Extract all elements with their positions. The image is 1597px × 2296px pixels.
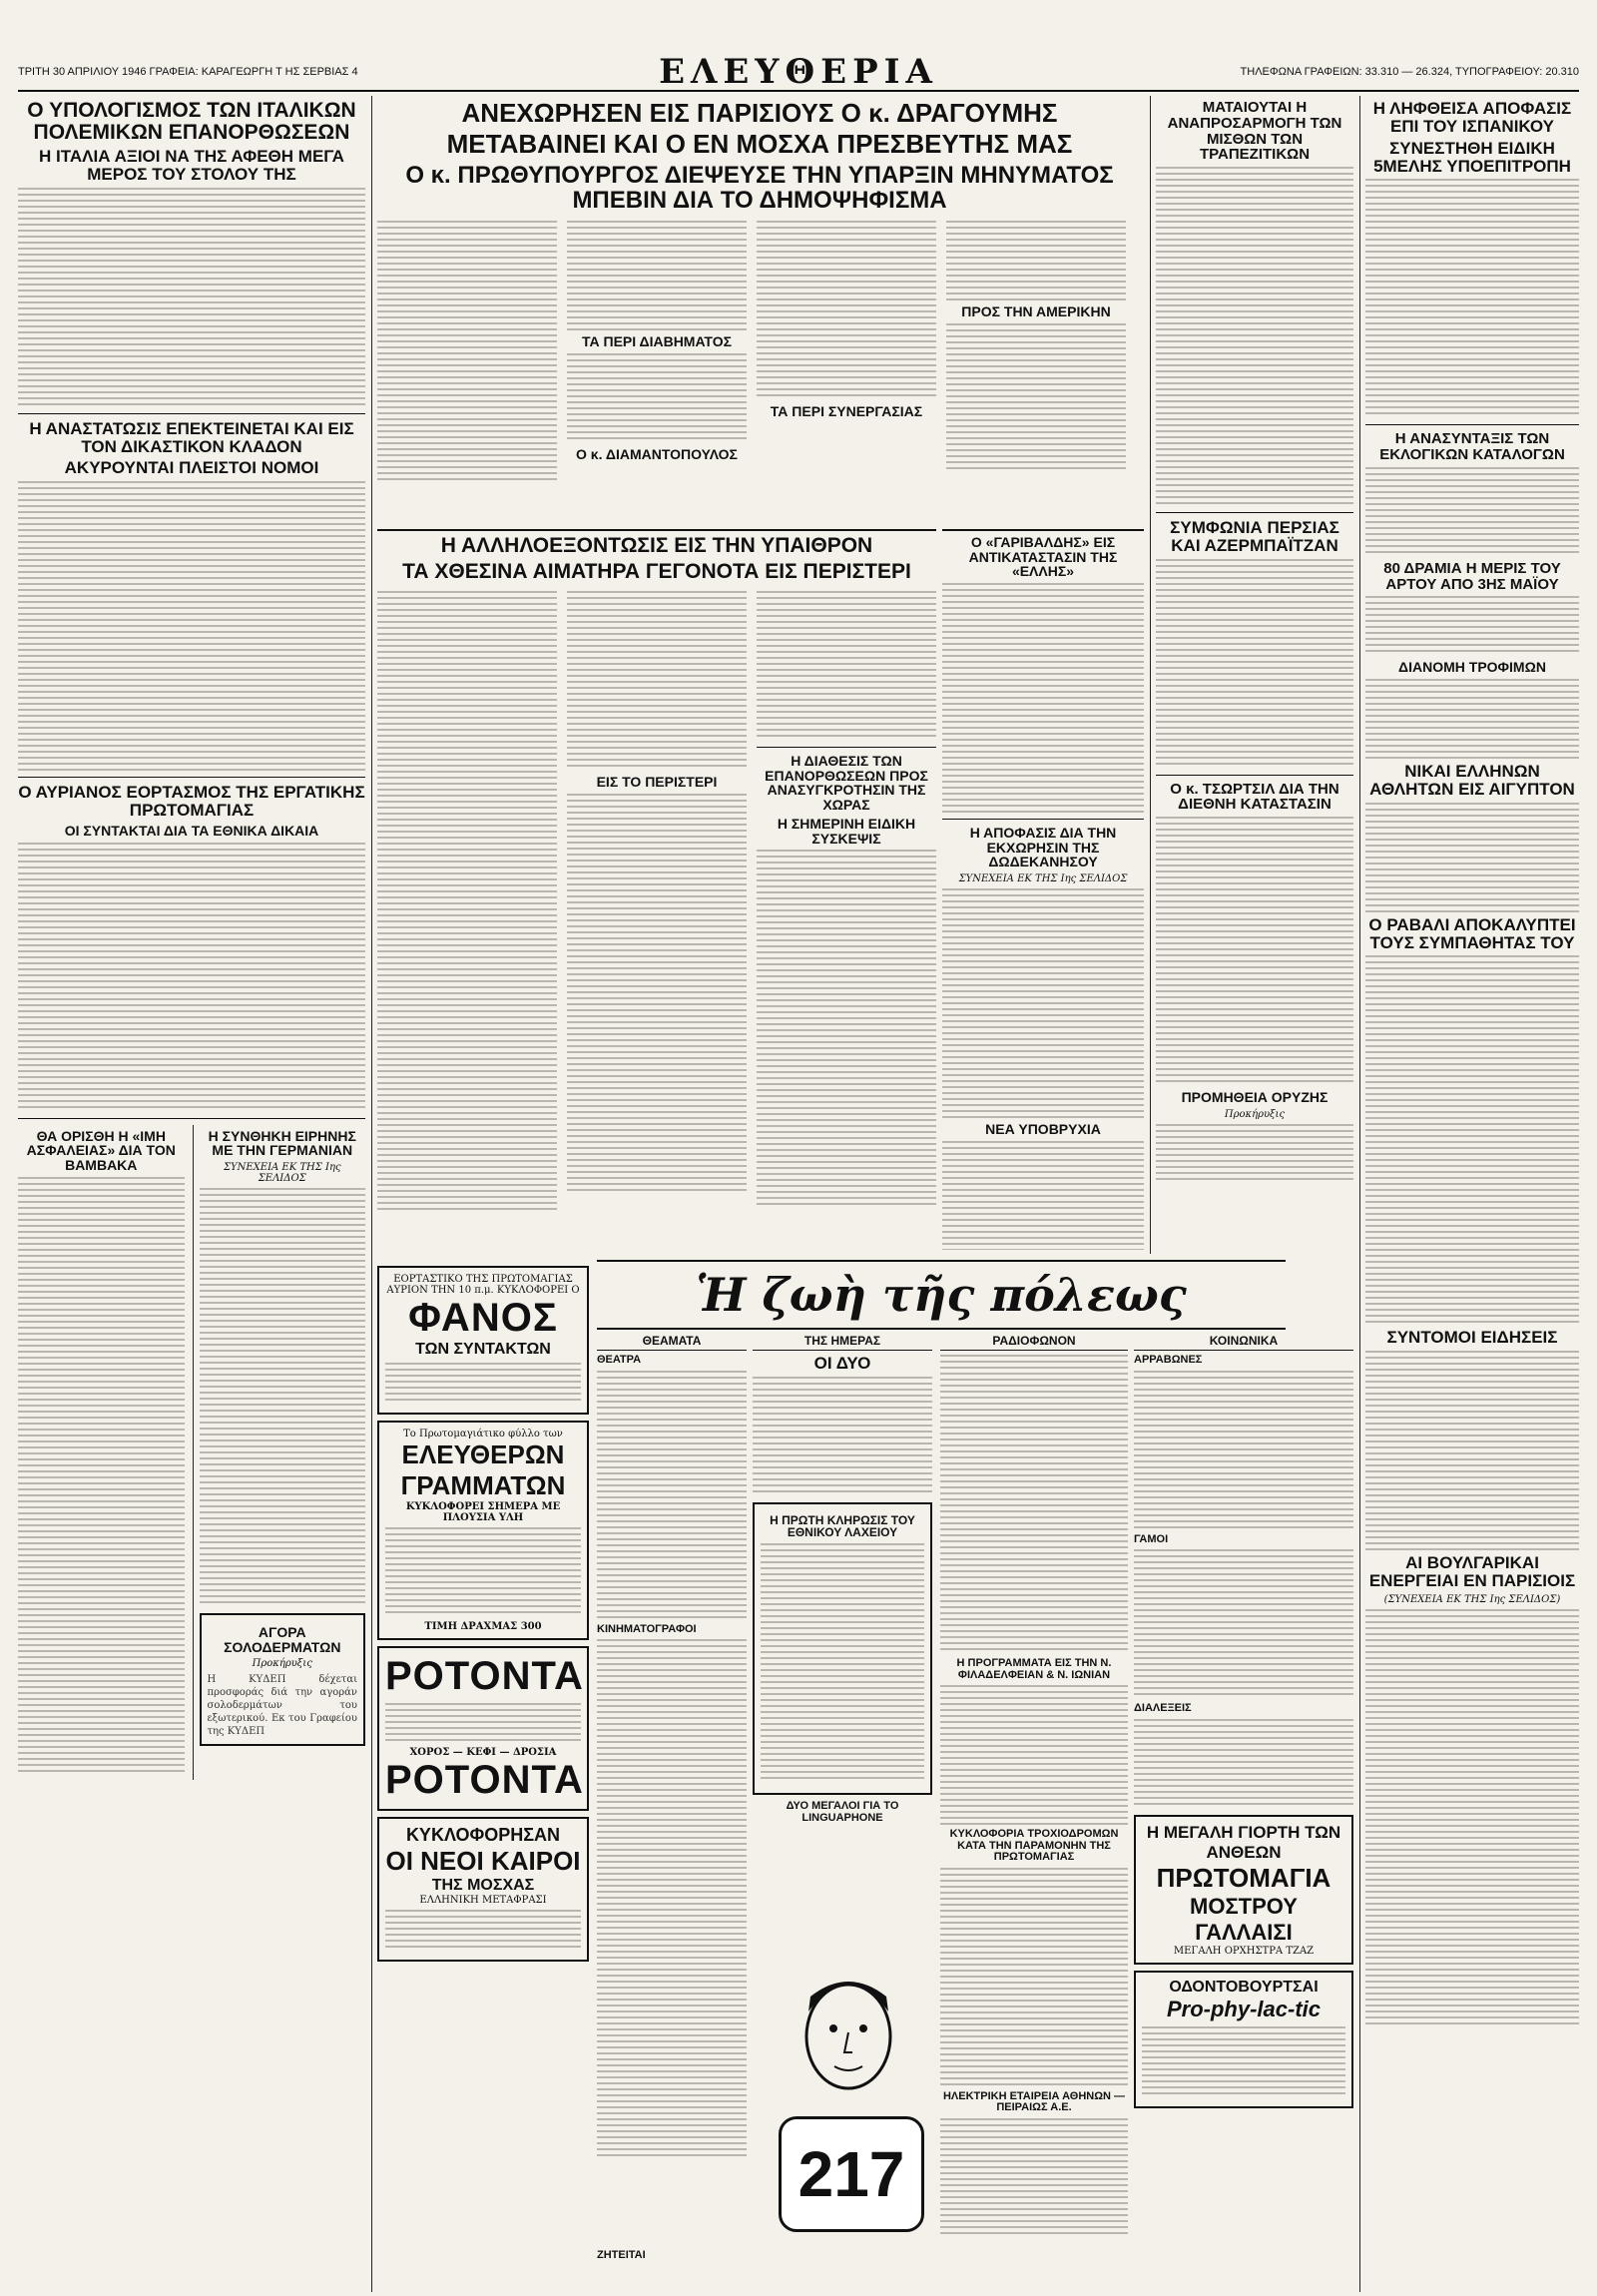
subhead-demarche: ΤΑ ΠΕΡΙ ΔΙΑΒΗΜΑΤΟΣ: [581, 332, 733, 349]
lottery-numbers: [761, 1543, 924, 1783]
electric-head: ΗΛΕΚΤΡΙΚΗ ΕΤΑΙΡΕΙΑ ΑΘΗΝΩΝ — ΠΕΙΡΑΙΩΣ Α.Ε.: [942, 2089, 1126, 2114]
subhead-cooperation: ΤΑ ΠΕΡΙ ΣΥΝΕΡΓΑΣΙΑΣ: [770, 402, 923, 419]
divider: [1156, 512, 1353, 513]
lead-story: [377, 96, 1142, 525]
notice-sub: Προκήρυξις: [1224, 1108, 1286, 1120]
mid-columns: [377, 587, 936, 1214]
article-text: [942, 1141, 1144, 1250]
fanos-ad: [377, 1266, 589, 1415]
headline-cotton: ΘΑ ΟΡΙΣΘΗ Η «ΙΜΗ ΑΣΦΑΛΕΙΑΣ» ΔΙΑ ΤΟΝ ΒΑΜΒΑΚΑ: [26, 1127, 176, 1174]
article-text: [946, 221, 1126, 300]
headline-electoral: Η ΑΝΑΣΥΝΤΑΞΙΣ ΤΩΝ ΕΚΛΟΓΙΚΩΝ ΚΑΤΑΛΟΓΩΝ: [1379, 430, 1565, 464]
lincua-head: ΔΥΟ ΜΕΓΑΛΟΙ ΓΙΑ ΤΟ LINGUAPHONE: [786, 1800, 899, 1824]
headline-may-day: Ο ΑΥΡΙΑΝΟΣ ΕΟΡΤΑΣΜΟΣ ΤΗΣ ΕΡΓΑΤΙΚΗΣ ΠΡΩΤΟΜΑΓΙΑΣ: [18, 783, 365, 821]
article-text: [946, 323, 1126, 473]
headline-food: ΔΙΑΝΟΜΗ ΤΡΟΦΙΜΩΝ: [1398, 659, 1546, 676]
article-text: [1365, 179, 1579, 418]
free-letters-title: ΕΛΕΥΘΕΡΩΝ ΓΡΑΜΜΑΤΩΝ: [400, 1439, 566, 1500]
theatre-column: [597, 1334, 747, 2282]
column-divider: [1359, 96, 1360, 2292]
cinema-sub: ΚΙΝΗΜΑΤΟΓΡΑΦΟΙ: [597, 1622, 697, 1635]
lead-headline-3: Ο κ. ΠΡΩΘΥΠΟΥΡΓΟΣ ΔΙΕΨΕΥΣΕ ΤΗΝ ΥΠΑΡΞΙΝ ΜΗΝΥΜΑΤΟΣ ΜΠΕΒΙΝ ΔΙΑ ΤΟ ΔΗΜΟΨΗΦΙΣΜΑ: [405, 161, 1114, 214]
headline-reparations: Η ΔΙΑΘΕΣΙΣ ΤΩΝ ΕΠΑΝΟΡΘΩΣΕΩΝ ΠΡΟΣ ΑΝΑΣΥΓΚΡΟΤΗΣΙΝ ΤΗΣ ΧΩΡΑΣ: [765, 753, 928, 814]
toothbrush-ad: [1134, 1971, 1353, 2108]
headline-bulgarian: ΑΙ ΒΟΥΛΓΑΡΙΚΑΙ ΕΝΕΡΓΕΙΑΙ ΕΝ ΠΑΡΙΣΙΟΙΣ: [1368, 1553, 1576, 1591]
countryside-violence: [377, 529, 936, 1250]
headline-dodecanese: Η ΑΠΟΦΑΣΙΣ ΔΙΑ ΤΗΝ ΕΚΧΩΡΗΣΙΝ ΤΗΣ ΔΩΔΕΚΑΝΗΣΟΥ: [969, 825, 1117, 870]
article-text: [18, 481, 365, 771]
article-text: [1156, 817, 1353, 1086]
article-text: [757, 221, 936, 400]
article-text: [567, 353, 747, 443]
lottery-box: [753, 1502, 932, 1795]
article-text: [1365, 679, 1579, 759]
poem-text: [753, 1377, 932, 1496]
mid-col-2: [567, 587, 747, 1214]
ad-text: [385, 1527, 581, 1617]
rotonta-title-2: ΡΟΤΟΝΤΑ: [385, 1758, 584, 1802]
mid-col-3: [757, 587, 936, 1214]
tram-text: [940, 1868, 1128, 2087]
continued-note: (ΣΥΝΕΧΕΙΑ ΕΚ ΤΗΣ Ιης ΣΕΛΙΔΟΣ): [1383, 1593, 1561, 1605]
program-head: Η ΠΡΟΓΡΑΜΜΑΤΑ ΕΙΣ ΤΗΝ Ν. ΦΙΛΑΔΕΛΦΕΙΑΝ & Ν. ΙΩΝΙΑΝ: [956, 1657, 1112, 1681]
radio-head: ΡΑΔΙΟΦΩΝΟΝ: [940, 1334, 1128, 1351]
social-column: [1134, 1334, 1353, 2282]
lead-columns: [377, 217, 1142, 484]
day-title: ΟΙ ΔΥΟ: [813, 1354, 871, 1373]
headline-churchill: Ο κ. ΤΣΩΡΤΣΙΛ ΔΙΑ ΤΗΝ ΔΙΕΘΝΗ ΚΑΤΑΣΤΑΣΙΝ: [1170, 780, 1339, 814]
continued-note: ΣΥΝΕΧΕΙΑ ΕΚ ΤΗΣ Ιης ΣΕΛΙΔΟΣ: [223, 1162, 341, 1185]
listing-text: [597, 1371, 747, 1620]
headline-national-rights: ΟΙ ΣΥΝΤΑΚΤΑΙ ΔΙΑ ΤΑ ΕΘΝΙΚΑ ΔΙΚΑΙΑ: [64, 823, 319, 839]
new-times-title: ΟΙ ΝΕΟΙ ΚΑΙΡΟΙ: [385, 1846, 581, 1876]
headline-peristeri: ΤΑ ΧΘΕΣΙΝΑ ΑΙΜΑΤΗΡΑ ΓΕΓΟΝΟΤΑ ΕΙΣ ΠΕΡΙΣΤΕΡΙ: [402, 560, 911, 584]
subhead-diamantopoulos: Ο κ. ΔΙΑΜΑΝΤΟΠΟΥΛΟΣ: [576, 445, 738, 462]
radio-listing: [940, 1355, 1128, 1654]
article-text: [567, 794, 747, 1193]
divider: [18, 1118, 365, 1119]
wanted-line: [597, 2246, 896, 2276]
headline-brief-news: ΣΥΝΤΟΜΟΙ ΕΙΔΗΣΕΙΣ: [1386, 1328, 1558, 1348]
published-label: ΚΥΚΛΟΦΟΡΗΣΑΝ: [405, 1825, 561, 1845]
new-times-note: ΕΛΛΗΝΙΚΗ ΜΕΤΑΦΡΑΣΙ: [419, 1895, 547, 1906]
divider: [757, 747, 936, 748]
article-text: [18, 843, 365, 1112]
lead-col-4: [946, 217, 1126, 484]
headline-laws-annulled: ΑΚΥΡΟΥΝΤΑΙ ΠΛΕΙΣΤΟΙ ΝΟΜΟΙ: [64, 458, 319, 478]
day-column: [753, 1334, 932, 1953]
cartoon-face-icon: [769, 1967, 928, 2116]
program-text: [940, 1685, 1128, 1825]
theatre-head: ΘΕΑΜΑΤΑ: [597, 1334, 747, 1351]
social-text: [1134, 1719, 1353, 1809]
headline-garibaldi: Ο «ΓΑΡΙΒΑΛΔΗΣ» ΕΙΣ ΑΝΤΙΚΑΤΑΣΤΑΣΙΝ ΤΗΣ «ΕΛΛΗΣ»: [968, 534, 1118, 580]
headline-bread: 80 ΔΡΑΜΙΑ Η ΜΕΡΙΣ ΤΟΥ ΑΡΤΟΥ ΑΠΟ 3ΗΣ ΜΑΪΟΥ: [1383, 559, 1561, 593]
toothbrush-title: ΟΔΟΝΤΟΒΟΥΡΤΣΑΙ: [1169, 1978, 1319, 1996]
social-text: [1134, 1549, 1353, 1699]
date-line: ΤΡΙΤΗ 30 ΑΠΡΙΛΙΟΥ 1946 ΓΡΑΦΕΙΑ: ΚΑΡΑΓΕΩΡΓΗ Τ ΗΣ ΣΕΡΒΙΑΣ 4: [18, 66, 358, 78]
flowers-title: Η ΜΕΓΑΛΗ ΓΙΟΡΤΗ ΤΩΝ ΑΝΘΕΩΝ: [1146, 1822, 1341, 1862]
lead-col-3: [757, 217, 936, 484]
masthead: [18, 46, 1579, 92]
theatre-sub: ΘΕΑΤΡΑ: [597, 1354, 642, 1366]
headline-rice: ΠΡΟΜΗΘΕΙΑ ΟΡΥΖΗΣ: [1181, 1089, 1329, 1106]
article-text: [1365, 596, 1579, 656]
article-text: [1365, 467, 1579, 557]
subhead-america: ΠΡΟΣ ΤΗΝ ΑΜΕΡΙΚΗΝ: [961, 302, 1111, 319]
fanos-intro: ΕΟΡΤΑΣΤΙΚΟ ΤΗΣ ΠΡΩΤΟΜΑΓΙΑΣ ΑΥΡΙΟΝ ΤΗΝ 10 π.μ. ΚΥΚΛΟΦΟΡΕΙ Ο: [386, 1274, 580, 1296]
divider: [18, 777, 365, 778]
article-text: [377, 221, 557, 480]
city-life-banner: Ἡ ζωὴ τῆς πόλεως: [597, 1260, 1286, 1330]
radio-column: [940, 1334, 1128, 2282]
headline-submarines: ΝΕΑ ΥΠΟΒΡΥΧΙΑ: [985, 1121, 1101, 1138]
phone-line: ΤΗΛΕΦΩΝΑ ΓΡΑΦΕΙΩΝ: 33.310 — 26.324, ΤΥΠΟΓΡΑΦΕΙΟΥ: 20.310: [1240, 66, 1579, 78]
divider: [18, 413, 365, 414]
headline-bank-salaries: ΜΑΤΑΙΟΥΤΑΙ Η ΑΝΑΠΡΟΣΑΡΜΟΓΗ ΤΩΝ ΜΙΣΘΩΝ ΤΩΝ ΤΡΑΠΕΖΙΤΙΚΩΝ: [1167, 99, 1342, 164]
headline-judicial-unrest: Η ΑΝΑΣΤΑΤΩΣΙΣ ΕΠΕΚΤΕΙΝΕΤΑΙ ΚΑΙ ΕΙΣ ΤΟΝ ΔΙΚΑΣΤΙΚΟΝ ΚΛΑΔΟΝ: [29, 418, 354, 456]
article-text: [1156, 559, 1353, 769]
new-times-ad: [377, 1817, 589, 1962]
rotonta-title: ΡΟΤΟΝΤΑ: [385, 1654, 584, 1698]
day-head: ΤΗΣ ΗΜΕΡΑΣ: [753, 1334, 932, 1351]
article-text: [942, 888, 1144, 1118]
lead-col-2: [567, 217, 747, 484]
flowers-ad: [1134, 1815, 1353, 1965]
article-text: [942, 583, 1144, 813]
column-1: [18, 96, 365, 2292]
divider: [1156, 775, 1353, 776]
new-times-sub: ΤΗΣ ΜΟΣΧΑΣ: [431, 1877, 535, 1894]
ships-column: [942, 529, 1144, 1250]
column-4: [1156, 96, 1353, 1254]
ad-text: [1142, 2026, 1345, 2096]
free-letters-intro: Το Πρωτομαγιάτικο φύλλο των: [403, 1429, 563, 1439]
treaty-article: [193, 1125, 366, 1780]
article-text: [1365, 1351, 1579, 1550]
column-5: [1365, 96, 1579, 2292]
free-letters-price: ΤΙΜΗ ΔΡΑΧΜΑΣ 300: [424, 1621, 542, 1632]
free-letters-ad: [377, 1421, 589, 1640]
fanos-subtitle: ΤΩΝ ΣΥΝΤΑΚΤΩΝ: [415, 1341, 551, 1358]
article-text: [1156, 1124, 1353, 1184]
article-text: [757, 591, 936, 741]
social-text: [1134, 1371, 1353, 1530]
divider: [942, 819, 1144, 820]
lottery-head: Η ΠΡΩΤΗ ΚΛΗΡΩΣΙΣ ΤΟΥ ΕΘΝΙΚΟΥ ΛΑΧΕΙΟΥ: [770, 1512, 915, 1540]
headline-italian-fleet: Η ΙΤΑΛΙΑ ΑΞΙΟΙ ΝΑ ΤΗΣ ΑΦΕΘΗ ΜΕΓΑ ΜΕΡΟΣ ΤΟΥ ΣΤΟΛΟΥ ΤΗΣ: [39, 147, 344, 184]
ad-text: [385, 1910, 581, 1950]
article-text: [200, 1188, 366, 1607]
notice-sub: Προκήρυξις: [252, 1658, 312, 1670]
electric-text: [940, 2118, 1128, 2238]
fanos-title: ΦΑΝΟΣ: [408, 1296, 558, 1340]
leather-notice: [200, 1613, 366, 1746]
ad-text: [385, 1703, 581, 1743]
lead-headline-2: ΜΕΤΑΒΑΙΝΕΙ ΚΑΙ Ο ΕΝ ΜΟΣΧΑ ΠΡΕΣΒΕΥΤΗΣ ΜΑΣ: [446, 129, 1073, 160]
weddings-sub: ΓΑΜΟΙ: [1134, 1532, 1169, 1545]
continued-note: ΣΥΝΕΧΕΙΑ ΕΚ ΤΗΣ Ιης ΣΕΛΙΔΟΣ: [958, 873, 1128, 885]
flowers-day: ΠΡΩΤΟΜΑΓΙΑ: [1156, 1862, 1331, 1893]
divider: [1365, 424, 1579, 425]
newspaper-title: ΕΛΕΥΘΕΡΙΑ: [659, 52, 938, 92]
ads-column: [377, 1260, 589, 2288]
headline-persia: ΣΥΜΦΩΝΙΑ ΠΕΡΣΙΑΣ ΚΑΙ ΑΖΕΡΜΠΑΪΤΖΑΝ: [1170, 518, 1339, 555]
lectures-sub: ΔΙΑΛΕΞΕΙΣ: [1134, 1702, 1192, 1715]
article-text: [377, 591, 557, 1210]
headline-spain: Η ΛΗΦΘΕΙΣΑ ΑΠΟΦΑΣΙΣ ΕΠΙ ΤΟΥ ΙΣΠΑΝΙΚΟΥ: [1372, 99, 1572, 136]
headline-peace-treaty: Η ΣΥΝΘΗΚΗ ΕΙΡΗΝΗΣ ΜΕ ΤΗΝ ΓΕΡΜΑΝΙΑΝ: [208, 1127, 356, 1159]
rotonta-ad: [377, 1646, 589, 1811]
cotton-article: [18, 1125, 185, 1780]
free-letters-sub: ΚΥΚΛΟΦΟΡΕΙ ΣΗΜΕΡΑ ΜΕ ΠΛΟΥΣΙΑ ΥΛΗ: [405, 1501, 561, 1523]
article-text: [1156, 167, 1353, 506]
headline-italian-reparations: Ο ΥΠΟΛΟΓΙΣΜΟΣ ΤΩΝ ΙΤΑΛΙΚΩΝ ΠΟΛΕΜΙΚΩΝ ΕΠΑΝΟΡΘΩΣΕΩΝ: [27, 99, 356, 145]
toothbrush-brand: Pro-phy-lac-tic: [1166, 1996, 1322, 2021]
article-text: [567, 591, 747, 771]
article-text: [1365, 803, 1579, 912]
lead-headline-1: ΑΝΕΧΩΡΗΣΕΝ ΕΙΣ ΠΑΡΙΣΙΟΥΣ Ο κ. ΔΡΑΓΟΥΜΗΣ: [461, 98, 1058, 128]
article-text: [1365, 1609, 1579, 2028]
subhead-peristeri: ΕΙΣ ΤΟ ΠΕΡΙΣΤΕΡΙ: [596, 774, 718, 791]
rotonta-sub: ΧΟΡΟΣ — ΚΕΦΙ — ΔΡΟΣΙΑ: [409, 1747, 557, 1758]
headline-meeting: Η ΣΗΜΕΡΙΝΗ ΕΙΔΙΚΗ ΣΥΣΚΕΨΙΣ: [777, 815, 916, 847]
tram-head: ΚΥΚΛΟΦΟΡΙΑ ΤΡΟΧΙΟΔΡΟΜΩΝ ΚΑΤΑ ΤΗΝ ΠΑΡΑΜΟΝΗΝ ΤΗΣ ΠΡΩΤΟΜΑΓΙΑΣ: [949, 1828, 1119, 1864]
article-text: [757, 850, 936, 1209]
headline-subcommittee: ΣΥΝΕΣΤΗΘΗ ΕΙΔΙΚΗ 5ΜΕΛΗΣ ΥΠΟΕΠΙΤΡΟΠΗ: [1373, 138, 1571, 176]
column-divider: [371, 96, 372, 2292]
ad-text: [385, 1363, 581, 1403]
notice-text: Η ΚΥΔΕΠ δέχεται προσφοράς διά την αγοράν σολοδερμάτων του εξωτερικού. Εκ του Γραφείου της ΚΥΔΕΠ: [207, 1674, 357, 1738]
flowers-band: ΜΕΓΑΛΗ ΟΡΧΗΣΤΡΑ ΤΖΑΖ: [1173, 1945, 1315, 1957]
article-text: [18, 1177, 185, 1776]
wanted-head: ΖΗΤΕΙΤΑΙ: [597, 2249, 646, 2261]
headline-leather: ΑΓΟΡΑ ΣΟΛΟΔΕΡΜΑΤΩΝ: [224, 1624, 341, 1655]
number-badge: 217: [779, 2116, 924, 2232]
article-text: [1365, 955, 1579, 1325]
flowers-venue: ΜΟΣΤΡΟΥ ΓΑΛΛΑΙΣΙ: [1190, 1893, 1298, 1945]
lower-split: [18, 1125, 365, 1780]
headline-ravali: Ο ΡΑΒΑΛΙ ΑΠΟΚΑΛΥΠΤΕΙ ΤΟΥΣ ΣΥΜΠΑΘΗΤΑΣ ΤΟΥ: [1368, 914, 1576, 952]
listing-text: [597, 1639, 747, 2158]
social-head: ΚΟΙΝΩΝΙΚΑ: [1134, 1334, 1353, 1351]
headline-countryside: Η ΑΛΛΗΛΟΕΞΟΝΤΩΣΙΣ ΕΙΣ ΤΗΝ ΥΠΑΙΘΡΟΝ: [440, 534, 873, 557]
engagements-sub: ΑΡΡΑΒΩΝΕΣ: [1134, 1354, 1203, 1366]
column-divider: [1150, 96, 1151, 1254]
article-text: [18, 188, 365, 407]
headline-athletes: ΝΙΚΑΙ ΕΛΛΗΝΩΝ ΑΘΛΗΤΩΝ ΕΙΣ ΑΙΓΥΠΤΟΝ: [1369, 762, 1575, 799]
article-text: [567, 221, 747, 330]
